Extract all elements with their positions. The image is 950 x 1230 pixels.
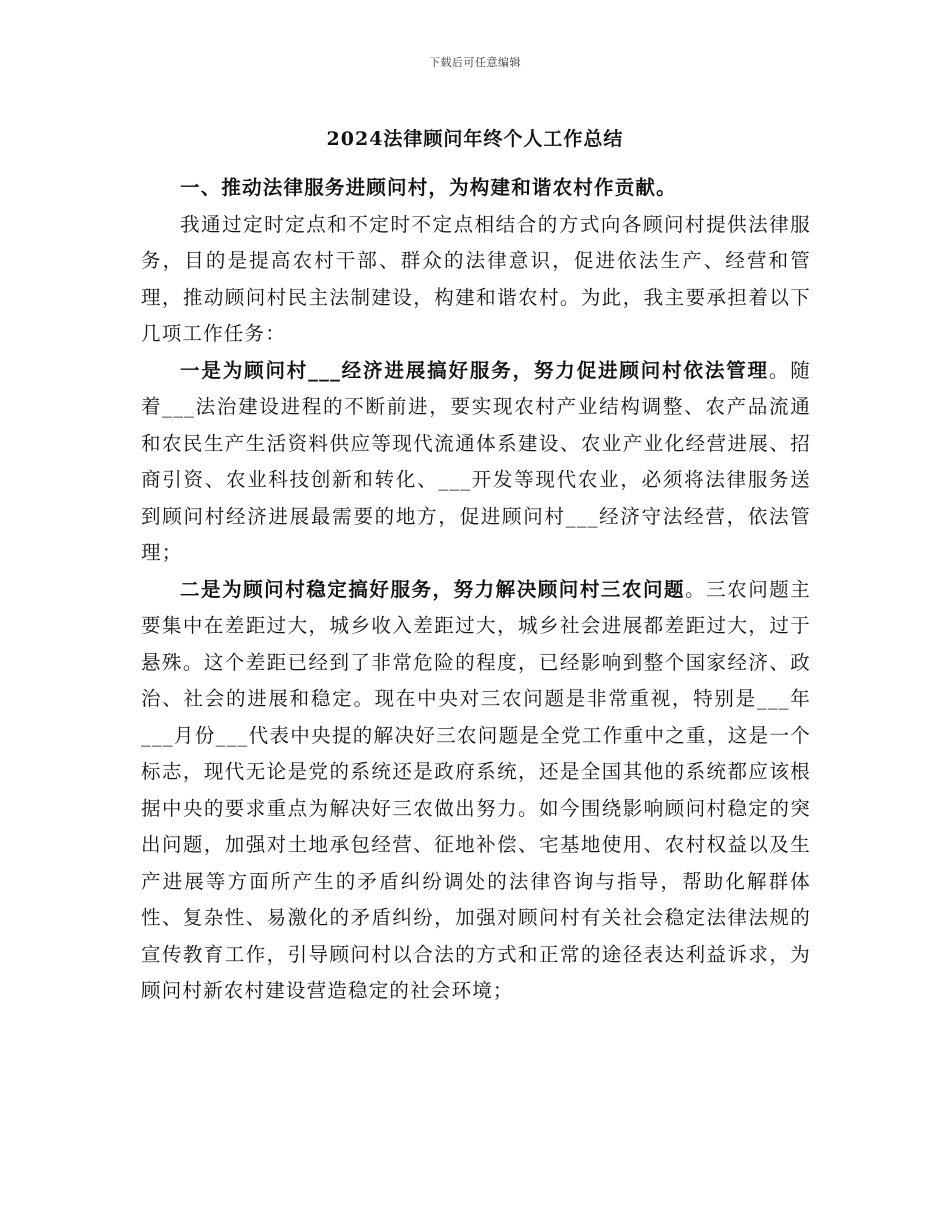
paragraph-3-body: 。三农问题主要集中在差距过大，城乡收入差距过大，城乡社会进展都差距过大，过于悬殊。这个差距已经到了非常危险的程度，已经影响到整个国家经济、政治、社会的进展和稳定。现在中央对三农问题是非常重视，特别是___年___月份___代表中央提的解决好三农问题是全党工作重中之重，这是一个标志，现代无论是党的系统还是政府系统，还是全国其他的系统都应该根据中央的要求重点为解决好三农做出努力。如今围绕影响顾问村稳定的突出问题，加强对土地承包经营、征地补偿、宅基地使用、农村权益以及生产进展等方面所产生的矛盾纠纷调处的法律咨询与指导，帮助化解群体性、复杂性、易激化的矛盾纠纷，加强对顾问村有关社会稳定法律法规的宣传教育工作，引导顾问村以合法的方式和正常的途径表达利益诉求，为顾问村新农村建设营造稳定的社会环境；	[141, 577, 811, 1002]
section-heading-1: 一、推动法律服务进顾问村，为构建和谐农村作贡献。	[180, 176, 677, 199]
document-body	[141, 170, 811, 1010]
paragraph-2-body: 。随着___法治建设进程的不断前进，要实现农村产业结构调整、农产品流通和农民生产生活资料供应等现代流通体系建设、农业产业化经营进展、招商引资、农业科技创新和转化、___开发等现代农业，必须将法律服务送到顾问村经济进展最需要的地方，促进顾问村___经济守法经营，依法管理；	[141, 358, 811, 564]
document-title: 2024法律顾问年终个人工作总结	[326, 128, 624, 150]
header-note: 下载后可任意编辑	[429, 56, 521, 69]
paragraph-3	[141, 572, 811, 1010]
paragraph-2-lead: 一是为顾问村___经济进展搞好服务，努力促进顾问村依法管理	[180, 358, 769, 382]
paragraph-2	[141, 353, 811, 572]
paragraph-3-lead: 二是为顾问村稳定搞好服务，努力解决顾问村三农问题	[180, 577, 686, 601]
paragraph-1: 我通过定时定点和不定时不定点相结合的方式向各顾问村提供法律服务，目的是提高农村干部、群众的法律意识，促进依法生产、经营和管理，推动顾问村民主法制建设，构建和谐农村。为此，我主要承担着以下几项工作任务：	[141, 212, 811, 345]
